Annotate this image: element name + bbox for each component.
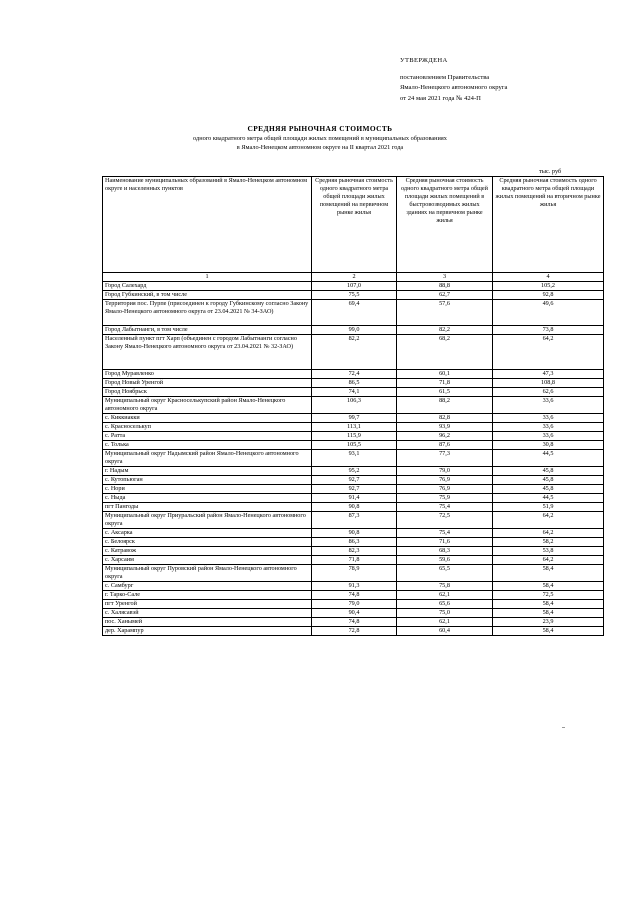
value-secondary-market: 33,6	[493, 397, 604, 414]
row-name: с. Катравож	[103, 547, 312, 556]
value-primary-market: 90,8	[312, 529, 397, 538]
value-prefab-primary-market: 79,0	[397, 467, 493, 476]
value-secondary-market: 45,8	[493, 467, 604, 476]
value-secondary-market: 33,6	[493, 423, 604, 432]
value-primary-market: 106,3	[312, 397, 397, 414]
table-row	[103, 582, 604, 591]
value-prefab-primary-market: 68,3	[397, 547, 493, 556]
value-secondary-market: 53,8	[493, 547, 604, 556]
table-row	[103, 529, 604, 538]
table-row	[103, 414, 604, 423]
row-name: пгт Уренгой	[103, 600, 312, 609]
value-prefab-primary-market: 65,5	[397, 565, 493, 582]
value-secondary-market: 44,5	[493, 494, 604, 503]
value-primary-market: 86,5	[312, 379, 397, 388]
value-prefab-primary-market: 60,4	[397, 627, 493, 636]
value-prefab-primary-market: 76,9	[397, 485, 493, 494]
value-secondary-market: 47,3	[493, 370, 604, 379]
value-prefab-primary-market: 57,6	[397, 300, 493, 326]
value-primary-market: 90,8	[312, 503, 397, 512]
value-primary-market: 87,3	[312, 512, 397, 529]
document-title	[100, 124, 540, 152]
value-secondary-market: 62,6	[493, 388, 604, 397]
value-secondary-market: 64,2	[493, 512, 604, 529]
value-primary-market: 91,3	[312, 582, 397, 591]
value-secondary-market: 49,6	[493, 300, 604, 326]
value-primary-market: 99,0	[312, 326, 397, 335]
value-secondary-market: 64,2	[493, 556, 604, 565]
value-primary-market: 93,1	[312, 450, 397, 467]
scan-mark	[562, 727, 565, 728]
table-row	[103, 494, 604, 503]
row-name: с. Кутопьюган	[103, 476, 312, 485]
value-secondary-market: 64,2	[493, 335, 604, 370]
row-name: Город Лабытнанги, в том числе	[103, 326, 312, 335]
table-row	[103, 476, 604, 485]
value-primary-market: 113,1	[312, 423, 397, 432]
table-row	[103, 432, 604, 441]
value-primary-market: 92,7	[312, 485, 397, 494]
value-prefab-primary-market: 68,2	[397, 335, 493, 370]
row-name: с. Толька	[103, 441, 312, 450]
row-name: Город Губкинский, в том числе	[103, 291, 312, 300]
value-secondary-market: 92,8	[493, 291, 604, 300]
row-name: дер. Харампур	[103, 627, 312, 636]
value-primary-market: 74,8	[312, 618, 397, 627]
value-primary-market: 72,8	[312, 627, 397, 636]
table-row	[103, 282, 604, 291]
value-prefab-primary-market: 71,6	[397, 538, 493, 547]
row-name: Город Салехард	[103, 282, 312, 291]
value-primary-market: 78,9	[312, 565, 397, 582]
title-subtitle-1: одного квадратного метра общей площади жилых помещений в муниципальных образованиях	[193, 135, 447, 142]
table-row	[103, 370, 604, 379]
table-row	[103, 467, 604, 476]
table-row	[103, 441, 604, 450]
value-primary-market: 79,0	[312, 600, 397, 609]
value-secondary-market: 58,4	[493, 582, 604, 591]
row-name: с. Халясавэй	[103, 609, 312, 618]
value-primary-market: 72,4	[312, 370, 397, 379]
value-secondary-market: 108,8	[493, 379, 604, 388]
table-row	[103, 503, 604, 512]
value-secondary-market: 58,2	[493, 538, 604, 547]
value-secondary-market: 51,9	[493, 503, 604, 512]
value-prefab-primary-market: 88,8	[397, 282, 493, 291]
value-primary-market: 74,8	[312, 591, 397, 600]
value-primary-market: 74,1	[312, 388, 397, 397]
table-row	[103, 556, 604, 565]
value-prefab-primary-market: 76,9	[397, 476, 493, 485]
table-row	[103, 397, 604, 414]
value-secondary-market: 58,4	[493, 600, 604, 609]
price-table	[102, 176, 604, 636]
value-primary-market: 95,2	[312, 467, 397, 476]
table-row	[103, 388, 604, 397]
table-row	[103, 627, 604, 636]
value-secondary-market: 64,2	[493, 529, 604, 538]
header-municipality: Наименование муниципальных образований в Ямало-Ненецком автономном округе и населенных пунктов	[103, 177, 312, 273]
value-secondary-market: 72,5	[493, 591, 604, 600]
value-prefab-primary-market: 75,8	[397, 582, 493, 591]
value-primary-market: 107,0	[312, 282, 397, 291]
value-prefab-primary-market: 59,6	[397, 556, 493, 565]
value-secondary-market: 45,8	[493, 476, 604, 485]
value-prefab-primary-market: 75,9	[397, 494, 493, 503]
value-secondary-market: 105,2	[493, 282, 604, 291]
value-primary-market: 99,7	[312, 414, 397, 423]
value-primary-market: 69,4	[312, 300, 397, 326]
row-name: Населенный пункт пгт Харп (объединен с городом Лабытнанги согласно Закону Ямало-Ненецкого автономного округа от 23.04.2021 № 32-ЗАО)	[103, 335, 312, 370]
table-row	[103, 591, 604, 600]
table-header-row	[103, 177, 604, 273]
row-name: Город Ноябрьск	[103, 388, 312, 397]
table-row	[103, 326, 604, 335]
value-prefab-primary-market: 93,9	[397, 423, 493, 432]
value-prefab-primary-market: 82,2	[397, 326, 493, 335]
value-prefab-primary-market: 87,6	[397, 441, 493, 450]
value-prefab-primary-market: 62,1	[397, 591, 493, 600]
row-name: г. Надым	[103, 467, 312, 476]
value-primary-market: 115,9	[312, 432, 397, 441]
value-prefab-primary-market: 60,1	[397, 370, 493, 379]
row-name: с. Ныда	[103, 494, 312, 503]
value-prefab-primary-market: 65,6	[397, 600, 493, 609]
row-name: с. Самбург	[103, 582, 312, 591]
table-row	[103, 618, 604, 627]
title-main: СРЕДНЯЯ РЫНОЧНАЯ СТОИМОСТЬ	[247, 124, 393, 133]
value-secondary-market: 44,5	[493, 450, 604, 467]
value-prefab-primary-market: 88,2	[397, 397, 493, 414]
value-primary-market: 105,5	[312, 441, 397, 450]
row-name: Муниципальный округ Надымский район Ямало-Ненецкого автономного округа	[103, 450, 312, 467]
value-secondary-market: 58,4	[493, 609, 604, 618]
approval-line-2: Ямало-Ненецкого автономного округа	[400, 84, 508, 91]
table-row	[103, 547, 604, 556]
value-secondary-market: 23,9	[493, 618, 604, 627]
title-subtitle-2: в Ямало-Ненецком автономном округе на II квартал 2021 года	[236, 144, 404, 151]
value-prefab-primary-market: 75,4	[397, 503, 493, 512]
value-primary-market: 91,4	[312, 494, 397, 503]
row-name: с. Аксарка	[103, 529, 312, 538]
row-name: Территория пос. Пурпе (присоединен к городу Губкинскому согласно Закону Ямало-Ненецкого автономного округа от 23.04.2021 № 34-ЗАО)	[103, 300, 312, 326]
value-prefab-primary-market: 96,2	[397, 432, 493, 441]
row-name: с. Нори	[103, 485, 312, 494]
value-prefab-primary-market: 77,3	[397, 450, 493, 467]
value-primary-market: 90,4	[312, 609, 397, 618]
table-row	[103, 335, 604, 370]
value-primary-market: 82,2	[312, 335, 397, 370]
row-name: с. Белоярск	[103, 538, 312, 547]
table-row	[103, 450, 604, 467]
header-prefab-primary-market: Средняя рыночная стоимость одного квадратного метра общей площади жилых помещений в быстровозводимых жилых зданиях на первичном рынке жилья	[397, 177, 493, 273]
row-name: Город Муравленко	[103, 370, 312, 379]
value-prefab-primary-market: 61,5	[397, 388, 493, 397]
value-prefab-primary-market: 62,1	[397, 618, 493, 627]
approval-line-3: от 24 мая 2021 года № 424-П	[400, 94, 481, 102]
row-name: пос. Ханымей	[103, 618, 312, 627]
table-row	[103, 600, 604, 609]
value-secondary-market: 73,8	[493, 326, 604, 335]
table-row	[103, 609, 604, 618]
table-row	[103, 423, 604, 432]
row-name: пгт Пангоды	[103, 503, 312, 512]
value-secondary-market: 45,8	[493, 485, 604, 494]
column-number: 1	[103, 273, 312, 282]
header-primary-market: Средняя рыночная стоимость одного квадратного метра общей площади жилых помещений на первичном рынке жилья	[312, 177, 397, 273]
header-secondary-market: Средняя рыночная стоимость одного квадратного метра общей площади жилых помещений на вторичном рынке жилья	[493, 177, 604, 273]
unit-label: тыс. руб	[539, 168, 562, 175]
value-primary-market: 71,8	[312, 556, 397, 565]
value-prefab-primary-market: 72,5	[397, 512, 493, 529]
value-primary-market: 86,3	[312, 538, 397, 547]
row-name: с. Харсаим	[103, 556, 312, 565]
table-row	[103, 512, 604, 529]
row-name: г. Тарко-Сале	[103, 591, 312, 600]
value-secondary-market: 58,4	[493, 565, 604, 582]
value-secondary-market: 30,8	[493, 441, 604, 450]
value-prefab-primary-market: 82,8	[397, 414, 493, 423]
value-primary-market: 82,3	[312, 547, 397, 556]
value-secondary-market: 33,6	[493, 432, 604, 441]
column-number: 4	[493, 273, 604, 282]
value-primary-market: 75,5	[312, 291, 397, 300]
value-prefab-primary-market: 71,8	[397, 379, 493, 388]
table-row	[103, 565, 604, 582]
row-name: Муниципальный округ Приуральский район Ямало-Ненецкого автономного округа	[103, 512, 312, 529]
approval-block	[400, 56, 507, 104]
table-row	[103, 300, 604, 326]
row-name: с. Киккиакки	[103, 414, 312, 423]
value-prefab-primary-market: 62,7	[397, 291, 493, 300]
approval-heading: УТВЕРЖДЕНА	[400, 57, 448, 64]
value-prefab-primary-market: 75,4	[397, 529, 493, 538]
value-prefab-primary-market: 75,0	[397, 609, 493, 618]
table-row	[103, 379, 604, 388]
row-name: Муниципальный округ Красноселькупский район Ямало-Ненецкого автономного округа	[103, 397, 312, 414]
table-row	[103, 538, 604, 547]
row-name: с. Ратта	[103, 432, 312, 441]
value-secondary-market: 33,6	[493, 414, 604, 423]
column-number-row	[103, 273, 604, 282]
column-number: 3	[397, 273, 493, 282]
table-row	[103, 291, 604, 300]
approval-line-1: постановлением Правительства	[400, 73, 490, 81]
row-name: Город Новый Уренгой	[103, 379, 312, 388]
value-primary-market: 92,7	[312, 476, 397, 485]
value-secondary-market: 58,4	[493, 627, 604, 636]
row-name: с. Красноселькуп	[103, 423, 312, 432]
row-name: Муниципальный округ Пуровский район Ямало-Ненецкого автономного округа	[103, 565, 312, 582]
column-number: 2	[312, 273, 397, 282]
table-row	[103, 485, 604, 494]
